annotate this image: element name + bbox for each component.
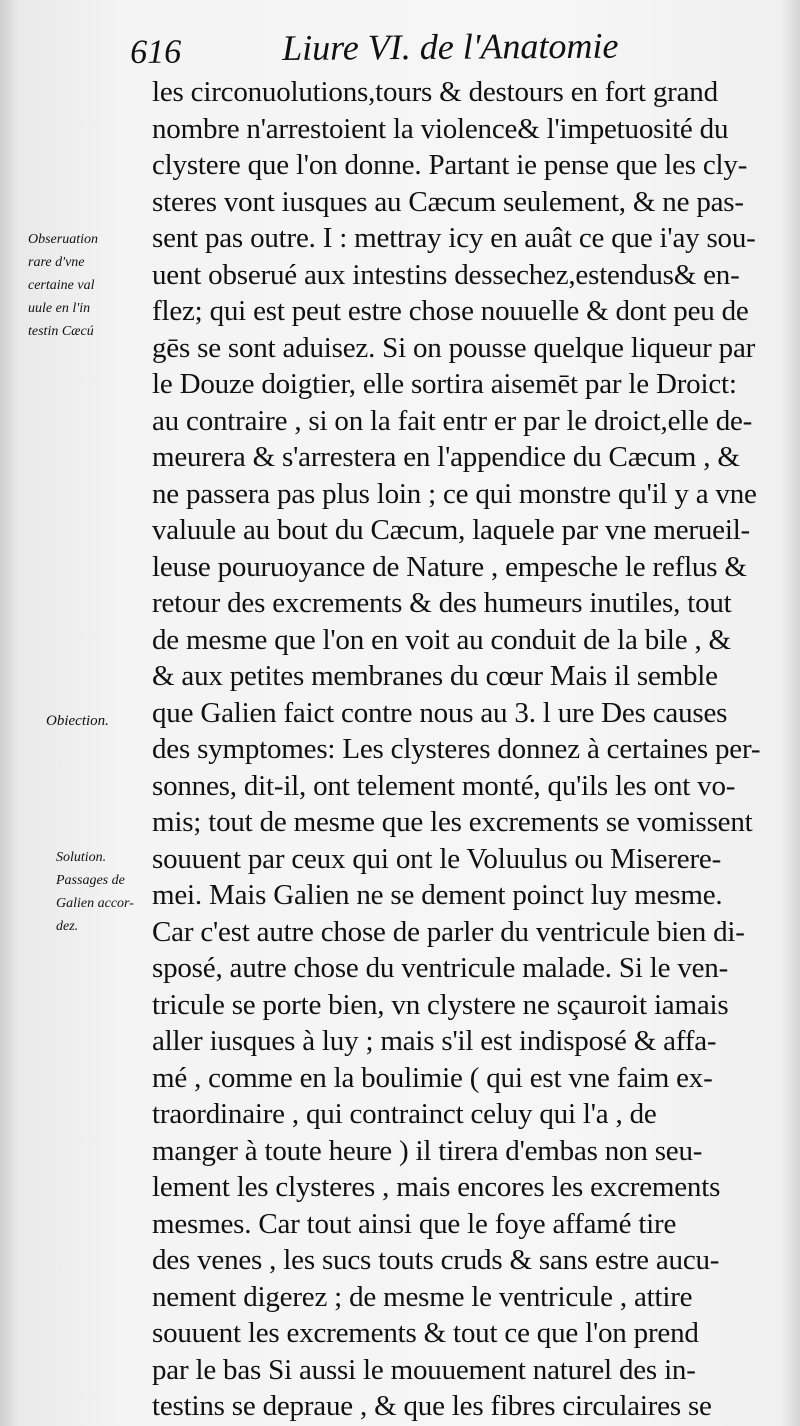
text-line: traordinaire , qui contrainct celuy qui l'a , de bbox=[152, 1098, 657, 1130]
text-line: manger à toute heure ) il tirera d'embas non seu- bbox=[152, 1134, 703, 1167]
margin-note-line: Passages de bbox=[56, 873, 125, 888]
text-line: Car c'est autre chose de parler du ventricule bien di- bbox=[152, 915, 745, 948]
text-line: flez; qui est peut estre chose nouuelle & dont peu de bbox=[152, 295, 749, 327]
left-page-edge bbox=[0, 0, 18, 1426]
margin-note-solution bbox=[56, 846, 134, 938]
text-lines bbox=[152, 74, 772, 1425]
text-line: meurera & s'arrestera en l'appendice du Cæcum , & bbox=[152, 441, 740, 473]
text-line: mei. Mais Galien ne se dement poinct luy mesme. bbox=[152, 879, 723, 911]
margin-note-line: testin Cæcú bbox=[28, 324, 94, 339]
margin-note-line: dez. bbox=[56, 919, 79, 934]
page-header bbox=[130, 24, 650, 78]
text-line: des venes , les sucs touts cruds & sans estre aucu- bbox=[152, 1244, 720, 1276]
text-line: sonnes, dit-il, ont telement monté, qu'ils les ont vo- bbox=[152, 769, 736, 802]
margin-note-line: certaine val bbox=[28, 278, 95, 293]
page-number: 616 bbox=[130, 33, 182, 71]
margin-note-line: rare d'vne bbox=[28, 255, 85, 270]
text-line: lement les clysteres , mais encores les excrements bbox=[152, 1171, 721, 1203]
text-line: souuent par ceux qui ont le Voluulus ou Miserere- bbox=[152, 842, 722, 875]
margin-note-objection: Obiection. bbox=[46, 713, 109, 729]
text-line: nombre n'arrestoient la violence& l'impetuosité du bbox=[152, 112, 729, 145]
text-line: sent pas outre. I : mettray icy en auât ce que i'ay sou- bbox=[152, 222, 756, 254]
text-line: retour des excrements & des humeurs inutiles, tout bbox=[152, 587, 732, 619]
text-line: mis; tout de mesme que les excrements se vomissent bbox=[152, 806, 753, 838]
text-line: que Galien faict contre nous au 3. l ure Des causes bbox=[152, 696, 728, 729]
text-line: clystere que l'on donne. Partant ie pense que les cly- bbox=[152, 149, 748, 181]
text-line: & aux petites membranes du cœur Mais il semble bbox=[152, 660, 718, 692]
text-line: des symptomes: Les clysteres donnez à certaines per- bbox=[152, 733, 761, 765]
running-head: Liure VI. de l'Anatomie bbox=[282, 25, 619, 68]
text-line: gēs se sont aduisez. Si on pousse quelque liqueur par bbox=[152, 331, 756, 364]
text-line: ne passera pas plus loin ; ce qui monstre qu'il y a vne bbox=[152, 477, 757, 510]
text-line: au contraire , si on la fait entr er par le droict,elle de- bbox=[152, 404, 753, 437]
text-line: valuule au bout du Cæcum, laquele par vne merueil- bbox=[152, 514, 751, 546]
text-line: mesmes. Car tout ainsi que le foye affamé tire bbox=[152, 1207, 677, 1240]
margin-note-line: uule en l'in bbox=[28, 301, 91, 316]
text-line: par le bas Si aussi le mouuement naturel des in- bbox=[152, 1353, 696, 1386]
text-line: de mesme que l'on en voit au conduit de la bile , & bbox=[152, 623, 731, 656]
text-line: le Douze doigtier, elle sortira aisemēt par le Droict: bbox=[152, 368, 737, 400]
body-text bbox=[152, 74, 772, 1425]
margin-note-line: Galien accor- bbox=[56, 896, 134, 911]
text-line: steres vont iusques au Cæcum seulement, & ne pas- bbox=[152, 185, 744, 218]
text-line: souuent les excrements & tout ce que l'on prend bbox=[152, 1317, 699, 1349]
right-page-edge bbox=[782, 0, 800, 1426]
text-line: tricule se porte bien, vn clystere ne sçauroit iamais bbox=[152, 988, 729, 1021]
text-line: sposé, autre chose du ventricule malade. Si le ven- bbox=[152, 952, 729, 984]
text-line: nement digerez ; de mesme le ventricule , attire bbox=[152, 1280, 693, 1313]
text-line: les circonuolutions,tours & destours en fort grand bbox=[152, 76, 718, 108]
margin-note-observation bbox=[28, 228, 98, 343]
text-line: aller iusques à luy ; mais s'il est indisposé & affa- bbox=[152, 1025, 717, 1057]
text-line: uent obserué aux intestins dessechez,estendus& en- bbox=[152, 258, 740, 291]
text-line: leuse pouruoyance de Nature , empesche le reflus & bbox=[152, 550, 747, 583]
margin-note-line: Obseruation bbox=[28, 232, 98, 247]
text-line: mé , comme en la boulimie ( qui est vne faim ex- bbox=[152, 1061, 713, 1094]
margin-note-line: Solution. bbox=[56, 850, 107, 865]
text-line: testins se depraue , & que les fibres circulaires se bbox=[152, 1390, 712, 1422]
